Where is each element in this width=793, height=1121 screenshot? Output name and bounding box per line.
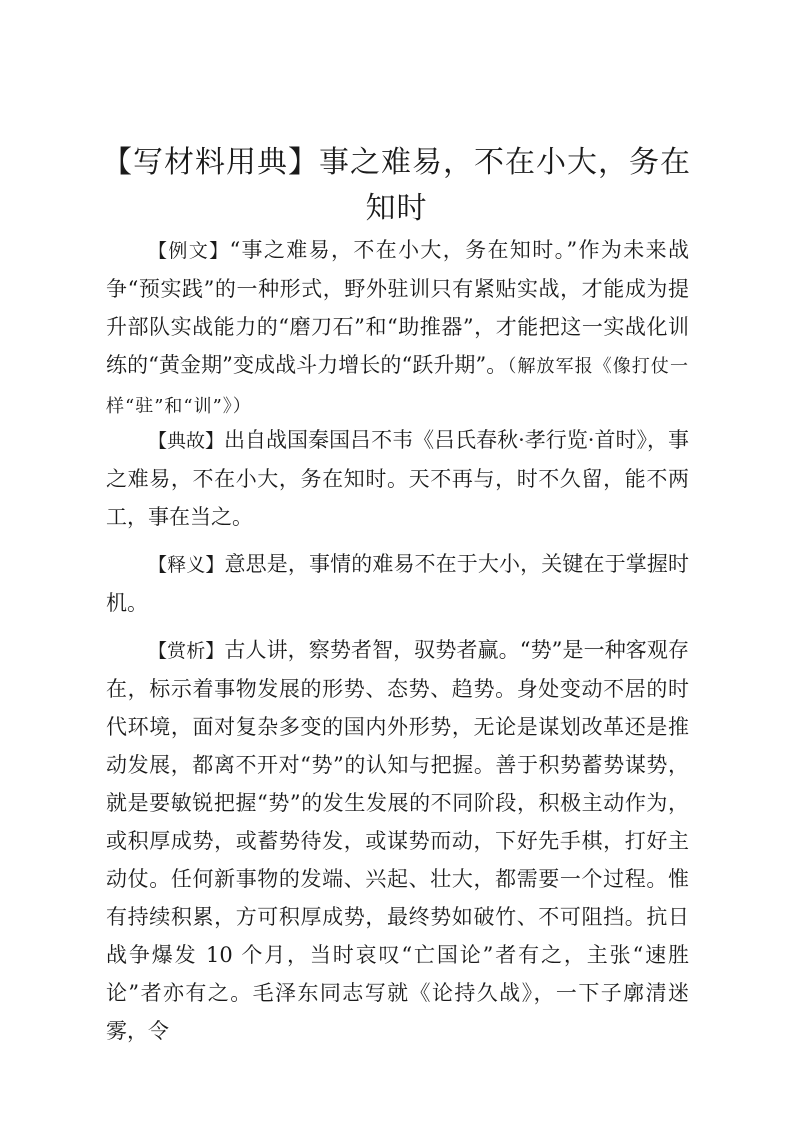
appreciation-text: 古人讲，察势者智，驭势者赢。“势”是一种客观存在，标示着事物发展的形势、态势、趋势。身处变动不居的时代环境，面对复杂多变的国内外形势，无论是谋划改革还是推动发展，都离不开对“势”的认知与把握。善于积势蓄势谋势，就是要敏锐把握“势”的发生发展的不同阶段，积极主动作为，或积厚成势，或蓄势待发，或谋势而动，下好先手棋，打好主动仗。任何新事物的发端、兴起、壮大，都需要一个过程。惟有持续积累，方可积厚成势，最终势如破竹、不可阻挡。抗日战争爆发 10 个月，当时哀叹“亡国论”者有之，主张“速胜论”者亦有之。毛泽东同志写就《论持久战》，一下子廓清迷雾，令 bbox=[106, 638, 689, 1043]
appreciation-paragraph bbox=[106, 631, 689, 1050]
allusion-text: 出自战国秦国吕不韦《吕氏春秋·孝行览·首时》，事之难易，不在小大，务在知时。天不再与，时不久留，能不两工，事在当之。 bbox=[106, 428, 689, 529]
example-tag: 【例文】 bbox=[148, 240, 230, 262]
meaning-text: 意思是，事情的难易不在于大小，关键在于掌握时机。 bbox=[106, 552, 689, 615]
document-title: 【写材料用典】事之难易，不在小大，务在知时 bbox=[102, 145, 691, 226]
example-paragraph bbox=[106, 231, 689, 426]
example-text: “事之难易，不在小大，务在知时。”作为未来战争“预实践”的一种形式，野外驻训只有紧贴实战，才能成为提升部队实战能力的“磨刀石”和“助推器”，才能把这一实战化训练的“黄金期”变成战斗力增长的“跃升期”。 bbox=[106, 238, 689, 377]
allusion-paragraph bbox=[106, 421, 689, 536]
allusion-tag: 【典故】 bbox=[148, 430, 225, 452]
meaning-paragraph bbox=[106, 545, 689, 622]
appreciation-tag: 【赏析】 bbox=[148, 640, 225, 662]
example-source: （解放军报《像打仗一样“驻”和“训”》） bbox=[106, 356, 689, 417]
meaning-tag: 【释义】 bbox=[148, 554, 225, 576]
